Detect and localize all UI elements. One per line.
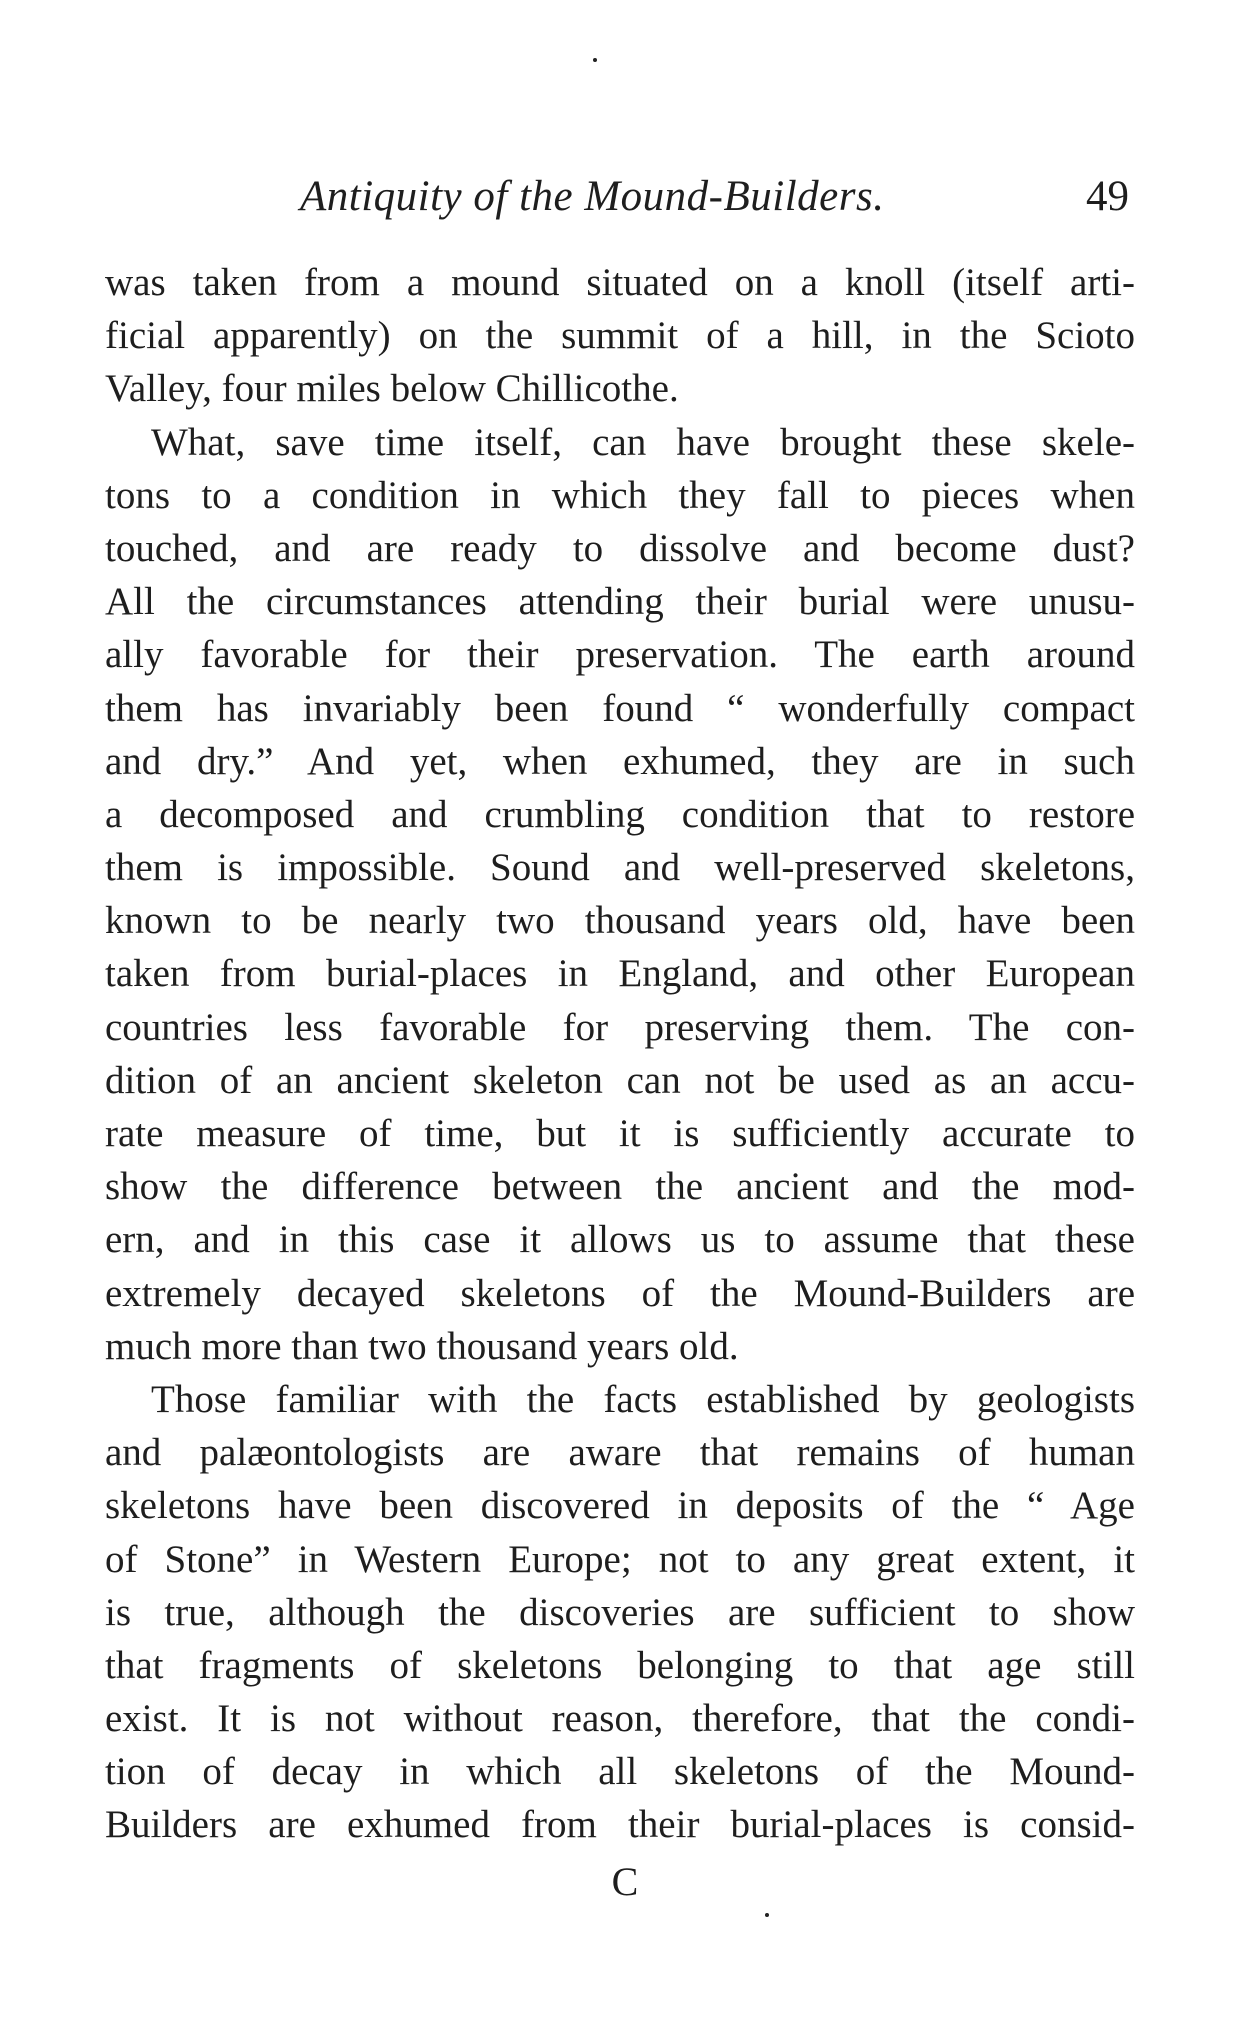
text-line: them has invariably been found “ wonderfully compact	[105, 686, 1135, 730]
body-text	[105, 256, 1135, 1852]
text-line: dition of an ancient skeleton can not be used as an accu-	[105, 1058, 1135, 1102]
ink-speck	[593, 58, 597, 62]
text-line: much more than two thousand years old.	[105, 1324, 739, 1368]
text-line: is true, although the discoveries are sufficient to show	[105, 1590, 1135, 1634]
text-line: All the circumstances attending their burial were unusu-	[105, 580, 1135, 624]
ink-speck	[765, 1913, 769, 1917]
text-line: ficial apparently) on the summit of a hill, in the Scioto	[105, 314, 1135, 358]
text-line: show the difference between the ancient and the mod-	[105, 1165, 1135, 1209]
text-line: known to be nearly two thousand years old, have been	[105, 899, 1135, 943]
text-line: touched, and are ready to dissolve and become dust?	[105, 526, 1135, 570]
page-header	[0, 172, 1242, 228]
text-line: countries less favorable for preserving them. The con-	[105, 1005, 1135, 1049]
signature-mark: C	[611, 1859, 639, 1904]
page-number: 49	[1086, 173, 1129, 220]
text-line: Those familiar with the facts established by geologists	[151, 1377, 1135, 1421]
text-line: exist. It is not without reason, therefore, that the condi-	[105, 1697, 1135, 1741]
text-line: them is impossible. Sound and well-preserved skeletons,	[105, 846, 1135, 890]
running-title: Antiquity of the Mound-Builders.	[300, 173, 885, 220]
text-line: a decomposed and crumbling condition that to restore	[105, 792, 1135, 836]
text-line: What, save time itself, can have brought these skele-	[151, 420, 1135, 464]
text-line: of Stone” in Western Europe; not to any great extent, it	[105, 1537, 1135, 1581]
text-line: tons to a condition in which they fall to pieces when	[105, 473, 1135, 517]
text-line: Valley, four miles below Chillicothe.	[105, 367, 679, 411]
text-line: tion of decay in which all skeletons of the Mound-	[105, 1750, 1135, 1794]
text-line: was taken from a mound situated on a knoll (itself arti-	[105, 261, 1135, 304]
text-line: ally favorable for their preservation. The earth around	[105, 633, 1135, 677]
text-line: and palæontologists are aware that remains of human	[105, 1431, 1135, 1475]
text-line: ern, and in this case it allows us to assume that these	[105, 1218, 1135, 1262]
text-line: skeletons have been discovered in deposits of the “ Age	[105, 1484, 1135, 1528]
text-line: that fragments of skeletons belonging to that age still	[105, 1643, 1135, 1687]
text-line: extremely decayed skeletons of the Mound-Builders are	[105, 1271, 1135, 1315]
text-line: rate measure of time, but it is sufficiently accurate to	[105, 1112, 1135, 1155]
text-line: taken from burial-places in England, and other European	[105, 952, 1135, 996]
text-line: and dry.” And yet, when exhumed, they are in such	[105, 739, 1135, 783]
text-line: Builders are exhumed from their burial-places is consid-	[105, 1803, 1135, 1847]
